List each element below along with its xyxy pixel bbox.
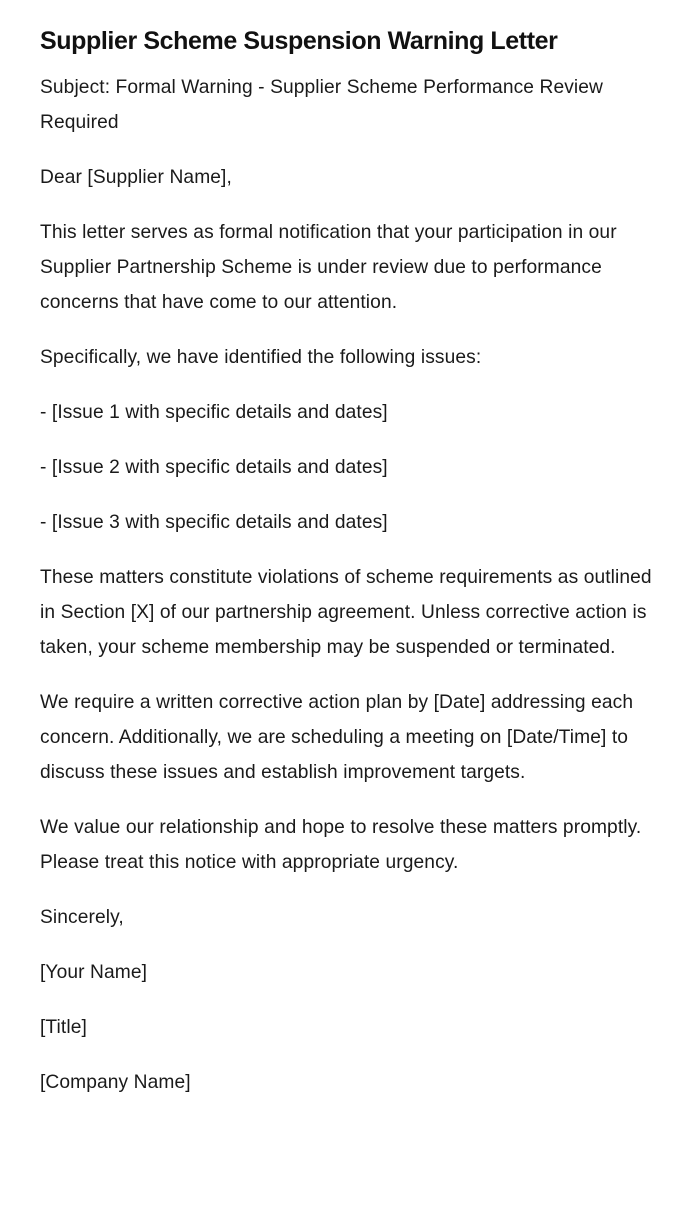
subject-line: Subject: Formal Warning - Supplier Scheme Performance Review Required xyxy=(40,77,604,133)
issue-item: - [Issue 1 with specific details and dates] xyxy=(40,402,388,423)
issue-item: - [Issue 2 with specific details and dates] xyxy=(40,457,388,478)
sender-company: [Company Name] xyxy=(40,1072,191,1093)
violations-paragraph: These matters constitute violations of scheme requirements as outlined in Section [X] of our partnership agreement. Unless corrective action is taken, your scheme membership may be suspended or terminated. xyxy=(40,567,652,658)
requirements-paragraph: We require a written corrective action plan by [Date] addressing each concern. Additionally, we are scheduling a meeting on [Date/Time] to discuss these issues and establish improvement targets. xyxy=(40,692,634,783)
sender-name: [Your Name] xyxy=(40,962,148,983)
intro-paragraph: This letter serves as formal notification that your participation in our Supplier Partnership Scheme is under review due to performance concerns that have come to our attention. xyxy=(40,222,617,313)
issue-item: - [Issue 3 with specific details and dates] xyxy=(40,512,388,533)
closing-paragraph: We value our relationship and hope to resolve these matters promptly. Please treat this notice with appropriate urgency. xyxy=(40,817,642,873)
salutation: Dear [Supplier Name], xyxy=(40,167,232,188)
sender-title: [Title] xyxy=(40,1017,87,1038)
letter-title: Supplier Scheme Suspension Warning Letter xyxy=(40,27,558,55)
sign-off: Sincerely, xyxy=(40,907,124,928)
issues-intro: Specifically, we have identified the following issues: xyxy=(40,347,482,368)
